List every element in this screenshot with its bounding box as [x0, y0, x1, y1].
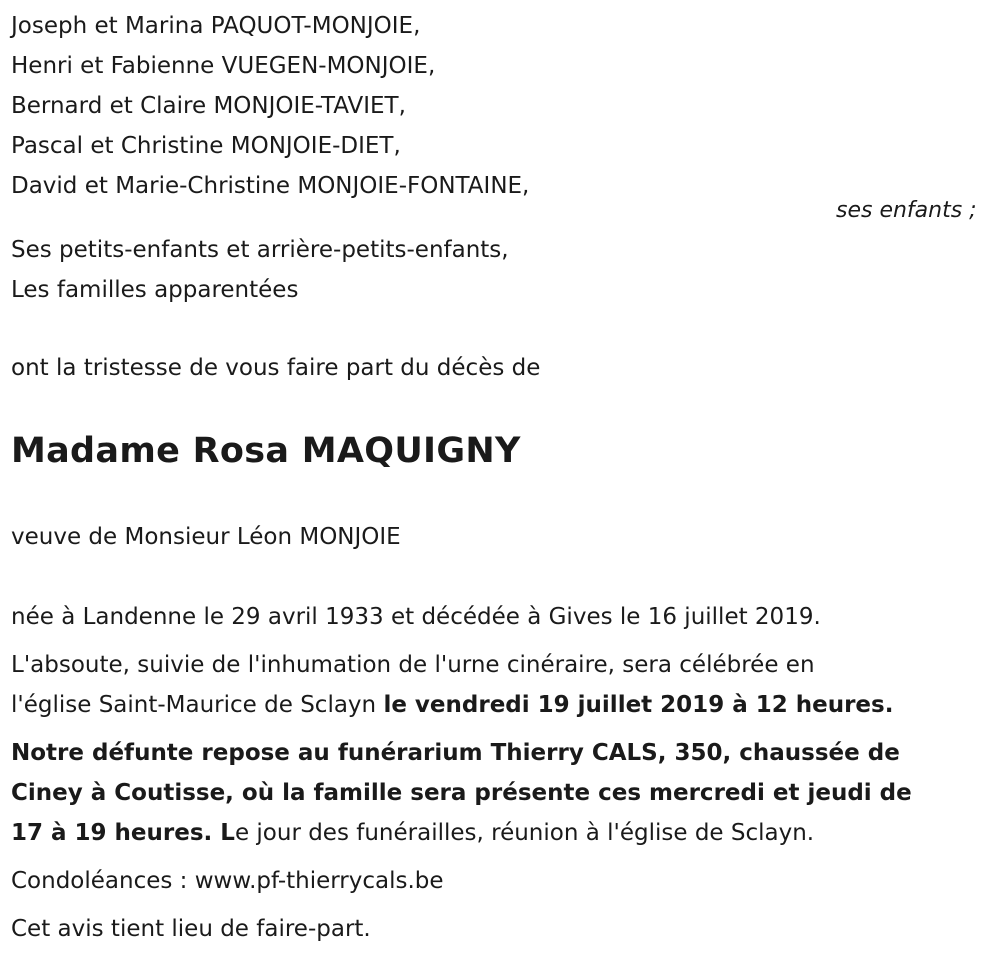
relatives-line: Les familles apparentées — [11, 277, 299, 303]
relatives-line: Ses petits-enfants et arrière-petits-enfants, — [11, 237, 509, 263]
children-label: ses enfants ; — [836, 198, 977, 223]
funerarium-line-3 — [11, 813, 912, 853]
child-line: David et Marie-Christine MONJOIE-FONTAINE, — [11, 173, 530, 199]
ceremony-line-1: L'absoute, suivie de l'inhumation de l'urne cinéraire, sera célébrée en — [11, 652, 815, 678]
child-line: Joseph et Marina PAQUOT-MONJOIE, — [11, 13, 421, 39]
announcement-text: ont la tristesse de vous faire part du décès de — [11, 355, 541, 381]
child-line: Henri et Fabienne VUEGEN-MONJOIE, — [11, 53, 436, 79]
widow-of-text: veuve de Monsieur Léon MONJOIE — [11, 524, 401, 550]
ceremony-line-2 — [11, 685, 912, 725]
visiting-hours: 17 à 19 heures. L — [11, 820, 235, 846]
announcement — [11, 348, 540, 388]
widow-of — [11, 517, 401, 557]
ceremony-place: l'église Saint-Maurice de Sclayn — [11, 692, 384, 718]
deceased-name: Madame Rosa MAQUIGNY — [11, 431, 521, 471]
funeral-details — [11, 597, 912, 949]
children-list — [11, 6, 529, 206]
closing-text: Cet avis tient lieu de faire-part. — [11, 916, 371, 942]
funerarium-line-2: Ciney à Coutisse, où la famille sera présente ces mercredi et jeudi de — [11, 780, 912, 806]
birth-death-text: née à Landenne le 29 avril 1933 et décédée à Gives le 16 juillet 2019. — [11, 604, 821, 630]
funerarium-line-1: Notre défunte repose au funérarium Thierry CALS, 350, chaussée de — [11, 740, 900, 766]
funeral-gathering: e jour des funérailles, réunion à l'église de Sclayn. — [234, 820, 815, 846]
condolences-text: Condoléances : www.pf-thierrycals.be — [11, 868, 444, 894]
ceremony-date: le vendredi 19 juillet 2019 à 12 heures. — [383, 692, 894, 718]
child-line: Pascal et Christine MONJOIE-DIET, — [11, 133, 401, 159]
other-relatives — [11, 230, 509, 310]
child-line: Bernard et Claire MONJOIE-TAVIET, — [11, 93, 406, 119]
